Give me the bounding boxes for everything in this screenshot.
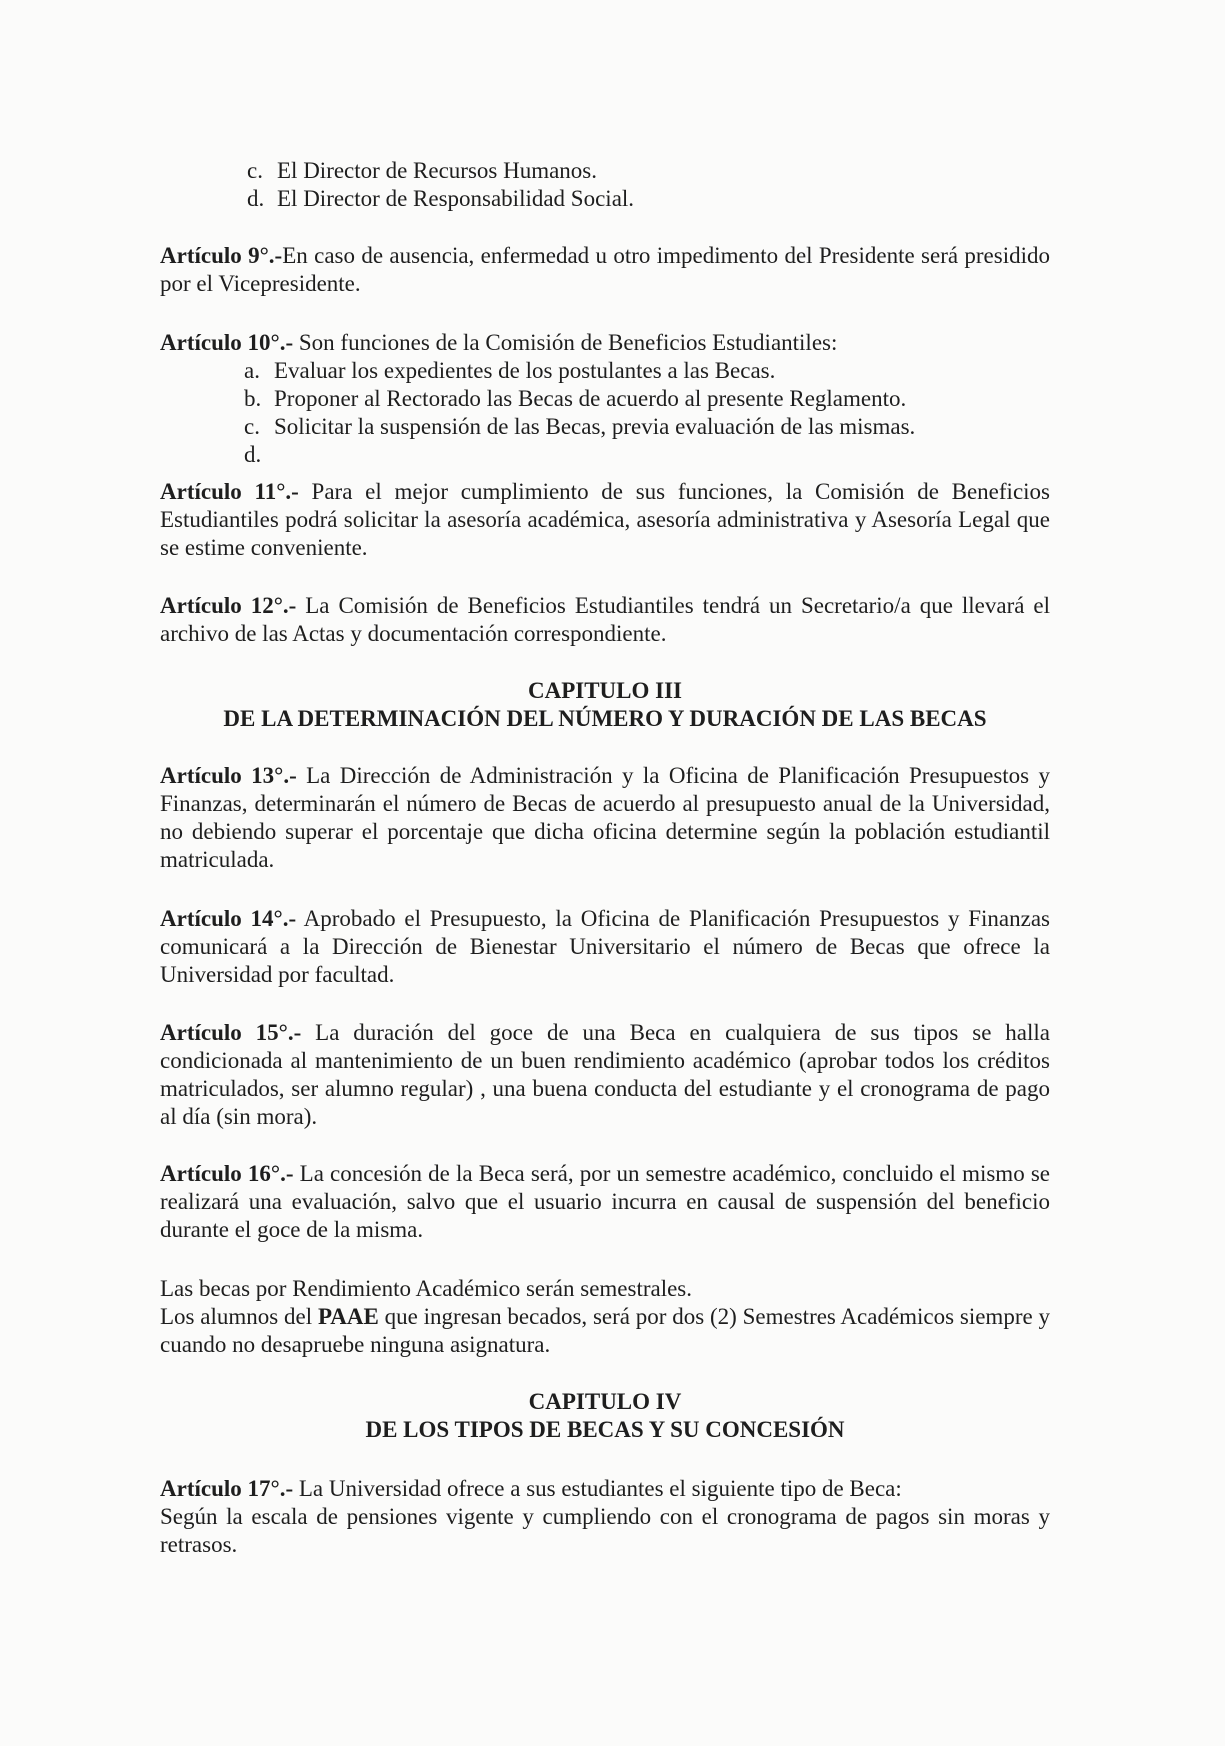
list-marker: c. <box>244 414 260 439</box>
list-marker: a. <box>244 358 260 383</box>
article-text: La Universidad ofrece a sus estudiantes el siguiente tipo de Beca: <box>293 1476 902 1501</box>
article-13 <box>160 762 1050 874</box>
article-15 <box>160 1019 1050 1131</box>
article-label: Artículo 14°.- <box>160 906 297 931</box>
article-14 <box>160 905 1050 989</box>
article-label: Artículo 17°.- <box>160 1476 294 1501</box>
article-9 <box>160 242 1050 298</box>
list-text: Proponer al Rectorado las Becas de acuerdo al presente Reglamento. <box>274 386 907 411</box>
article-label: Artículo 10°.- <box>160 330 294 355</box>
chapter-title: DE LA DETERMINACIÓN DEL NÚMERO Y DURACIÓN DE LAS BECAS <box>223 706 987 731</box>
article-text: Para el mejor cumplimiento de sus funciones, la Comisión de Beneficios Estudiantiles podrá solicitar la asesoría académica, asesoría administrativa y Asesoría Legal que se estime conveniente. <box>160 479 1050 560</box>
article-10 <box>160 329 1050 357</box>
paragraph-paae <box>160 1303 1050 1359</box>
chapter-title: DE LOS TIPOS DE BECAS Y SU CONCESIÓN <box>365 1417 845 1442</box>
paragraph-rendimiento <box>160 1275 1050 1303</box>
chapter-number: CAPITULO IV <box>528 1389 682 1414</box>
paragraph-text: Las becas por Rendimiento Académico serán semestrales. <box>160 1276 693 1301</box>
article-label: Artículo 13°.- <box>160 763 297 788</box>
list-marker: b. <box>244 386 262 411</box>
article-label: Artículo 12°.- <box>160 593 297 618</box>
list-text: Solicitar la suspensión de las Becas, previa evaluación de las mismas. <box>274 414 916 439</box>
article-11 <box>160 478 1050 562</box>
article-text: En caso de ausencia, enfermedad u otro impedimento del Presidente será presidido por el Vicepresidente. <box>160 243 1050 296</box>
article-12 <box>160 592 1050 648</box>
list-item <box>244 385 906 413</box>
article-label: Artículo 9°.- <box>160 243 283 268</box>
article-text: La concesión de la Beca será, por un semestre académico, concluido el mismo se realizará una evaluación, salvo que el usuario incurra en causal de suspensión del beneficio durante el goce de la misma. <box>160 1161 1050 1242</box>
article-text: La duración del goce de una Beca en cualquiera de sus tipos se halla condicionada al mantenimiento de un buen rendimiento académico (aprobar todos los créditos matriculados, ser alumno regular) , una buena conducta del estudiante y el cronograma de pago al día (sin mora). <box>160 1020 1050 1129</box>
list-text: El Director de Recursos Humanos. <box>277 158 598 183</box>
chapter-number: CAPITULO III <box>527 678 682 703</box>
article-continuation: Según la escala de pensiones vigente y cumpliendo con el cronograma de pagos sin moras y retrasos. <box>160 1504 1050 1557</box>
article-label: Artículo 11°.- <box>160 479 299 504</box>
article-text: Son funciones de la Comisión de Beneficios Estudiantiles: <box>293 330 838 355</box>
list-text: Evaluar los expedientes de los postulantes a las Becas. <box>274 358 776 383</box>
article-text: La Dirección de Administración y la Oficina de Planificación Presupuestos y Finanzas, determinarán el número de Becas de acuerdo al presupuesto anual de la Universidad, no debiendo superar el porcentaje que dicha oficina determine según la población estudiantil matriculada. <box>160 763 1050 872</box>
list-item <box>247 157 597 185</box>
list-marker: d. <box>247 186 265 211</box>
article-17 <box>160 1475 1050 1559</box>
list-marker: c. <box>247 158 263 183</box>
article-label: Artículo 16°.- <box>160 1161 294 1186</box>
paragraph-text: Los alumnos del <box>160 1304 318 1329</box>
list-item <box>244 357 775 385</box>
list-text: El Director de Responsabilidad Social. <box>277 186 635 211</box>
list-item <box>244 413 915 441</box>
paae-term: PAAE <box>317 1304 379 1329</box>
paragraph-text: que ingresan becados, será por dos (2) Semestres Académicos siempre y cuando no desapruebe ninguna asignatura. <box>160 1304 1050 1357</box>
list-item <box>247 185 634 213</box>
list-item <box>244 441 274 469</box>
article-label: Artículo 15°.- <box>160 1020 302 1045</box>
article-text: Aprobado el Presupuesto, la Oficina de Planificación Presupuestos y Finanzas comunicará a la Dirección de Bienestar Universitario el número de Becas que ofrece la Universidad por facultad. <box>160 906 1050 987</box>
list-marker: d. <box>244 442 262 467</box>
article-16 <box>160 1160 1050 1244</box>
article-text: La Comisión de Beneficios Estudiantiles tendrá un Secretario/a que llevará el archivo de las Actas y documentación correspondiente. <box>160 593 1050 646</box>
